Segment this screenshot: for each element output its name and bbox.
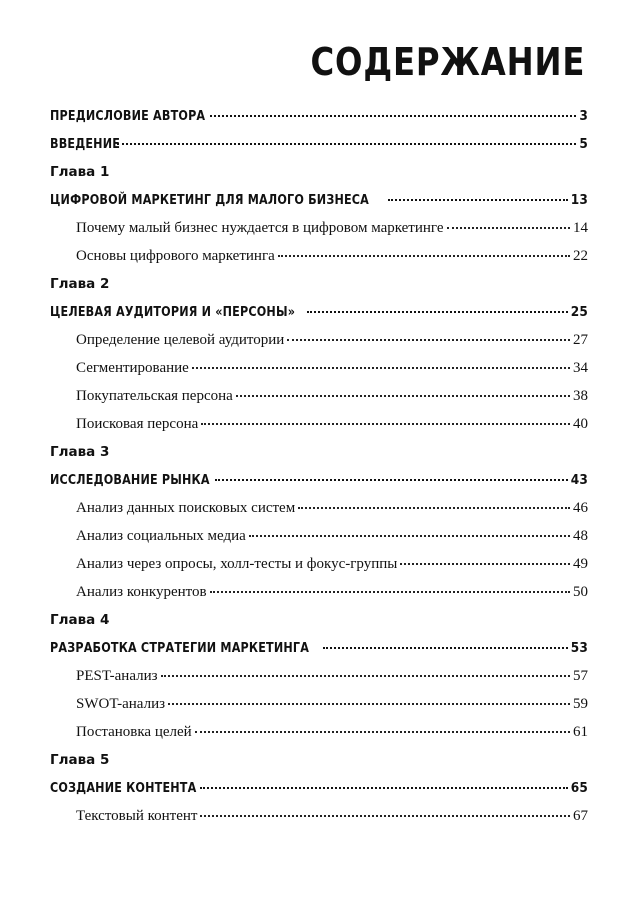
page-title: СОДЕРЖАНИЕ: [310, 40, 585, 84]
dot-leader: [298, 507, 570, 509]
dot-leader: [323, 647, 568, 649]
chapter-heading: [50, 752, 588, 780]
dot-leader: [400, 563, 570, 565]
page-number: 59: [573, 696, 588, 712]
entry-title: ЦЕЛЕВАЯ АУДИТОРИЯ И «ПЕРСОНЫ»: [50, 304, 296, 320]
entry-title: Текстовый контент: [76, 808, 198, 824]
page-number: 48: [573, 528, 588, 544]
entry-title: Поисковая персона: [76, 416, 199, 432]
entry-title: ЦИФРОВОЙ МАРКЕТИНГ ДЛЯ МАЛОГО БИЗНЕСА: [50, 192, 370, 208]
entry-title: Глава 2: [50, 276, 110, 292]
dot-leader: [447, 227, 570, 229]
page-number: 13: [570, 192, 588, 208]
page-number: 61: [573, 724, 588, 740]
dot-leader: [278, 255, 570, 257]
entry-title: РАЗРАБОТКА СТРАТЕГИИ МАРКЕТИНГА: [50, 640, 310, 656]
chapter-heading: [50, 444, 588, 472]
entry-title: Глава 4: [50, 612, 110, 628]
page-number: 25: [570, 304, 588, 320]
toc-subsection-entry: [50, 500, 588, 528]
toc-subsection-entry: [50, 388, 588, 416]
entry-title: Глава 3: [50, 444, 110, 460]
entry-title: Постановка целей: [76, 724, 192, 740]
page-number: 46: [573, 500, 588, 516]
entry-title: Глава 5: [50, 752, 110, 768]
dot-leader: [249, 535, 570, 537]
dot-leader: [287, 339, 570, 341]
toc-subsection-entry: [50, 724, 588, 752]
dot-leader: [192, 367, 570, 369]
chapter-heading: [50, 276, 588, 304]
toc-section-entry: [50, 472, 588, 500]
toc-section-entry: [50, 640, 588, 668]
chapter-heading: [50, 164, 588, 192]
toc-section-entry: [50, 192, 588, 220]
dot-leader: [168, 703, 570, 705]
toc-subsection-entry: [50, 416, 588, 444]
toc-subsection-entry: [50, 528, 588, 556]
dot-leader: [195, 731, 570, 733]
page-number: 22: [573, 248, 588, 264]
entry-title: ПРЕДИСЛОВИЕ АВТОРА: [50, 108, 206, 124]
entry-title: PEST-анализ: [76, 668, 158, 684]
dot-leader: [210, 591, 570, 593]
dot-leader: [307, 311, 567, 313]
toc-subsection-entry: [50, 584, 588, 612]
page-number: 43: [570, 472, 588, 488]
entry-title: ВВЕДЕНИЕ: [50, 136, 121, 152]
page-number: 67: [573, 808, 588, 824]
dot-leader: [215, 479, 568, 481]
dot-leader: [200, 815, 570, 817]
toc-subsection-entry: [50, 248, 588, 276]
toc-subsection-entry: [50, 808, 588, 836]
entry-title: Основы цифрового маркетинга: [76, 248, 275, 264]
dot-leader: [236, 395, 570, 397]
page-number: 49: [573, 556, 588, 572]
page-number: 34: [573, 360, 588, 376]
entry-title: Почему малый бизнес нуждается в цифровом маркетинге: [76, 220, 444, 236]
dot-leader: [117, 143, 576, 145]
page-number: 38: [573, 388, 588, 404]
page-number: 14: [573, 220, 588, 236]
dot-leader: [200, 787, 568, 789]
page-number: 40: [573, 416, 588, 432]
toc-subsection-entry: [50, 332, 588, 360]
page-number: 65: [570, 780, 588, 796]
toc-subsection-entry: [50, 668, 588, 696]
table-of-contents: [50, 108, 588, 836]
entry-title: Покупательская персона: [76, 388, 233, 404]
entry-title: ИССЛЕДОВАНИЕ РЫНКА: [50, 472, 210, 488]
page-number: 3: [579, 108, 588, 124]
entry-title: Анализ конкурентов: [76, 584, 207, 600]
dot-leader: [161, 675, 570, 677]
toc-subsection-entry: [50, 556, 588, 584]
entry-title: SWOT-анализ: [76, 696, 166, 712]
entry-title: Глава 1: [50, 164, 110, 180]
toc-subsection-entry: [50, 360, 588, 388]
entry-title: Анализ данных поисковых систем: [76, 500, 296, 516]
toc-section-entry: [50, 108, 588, 136]
dot-leader: [201, 423, 570, 425]
entry-title: Анализ через опросы, холл-тесты и фокус-группы: [76, 556, 398, 572]
toc-section-entry: [50, 136, 588, 164]
toc-subsection-entry: [50, 220, 588, 248]
entry-title: Определение целевой аудитории: [76, 332, 285, 348]
page-number: 5: [579, 136, 588, 152]
page-number: 57: [573, 668, 588, 684]
page-number: 53: [570, 640, 588, 656]
toc-section-entry: [50, 780, 588, 808]
page-number: 50: [573, 584, 588, 600]
dot-leader: [388, 199, 568, 201]
entry-title: СОЗДАНИЕ КОНТЕНТА: [50, 780, 197, 796]
page-number: 27: [573, 332, 588, 348]
toc-section-entry: [50, 304, 588, 332]
entry-title: Сегментирование: [76, 360, 189, 376]
toc-subsection-entry: [50, 696, 588, 724]
entry-title: Анализ социальных медиа: [76, 528, 246, 544]
dot-leader: [210, 115, 577, 117]
chapter-heading: [50, 612, 588, 640]
